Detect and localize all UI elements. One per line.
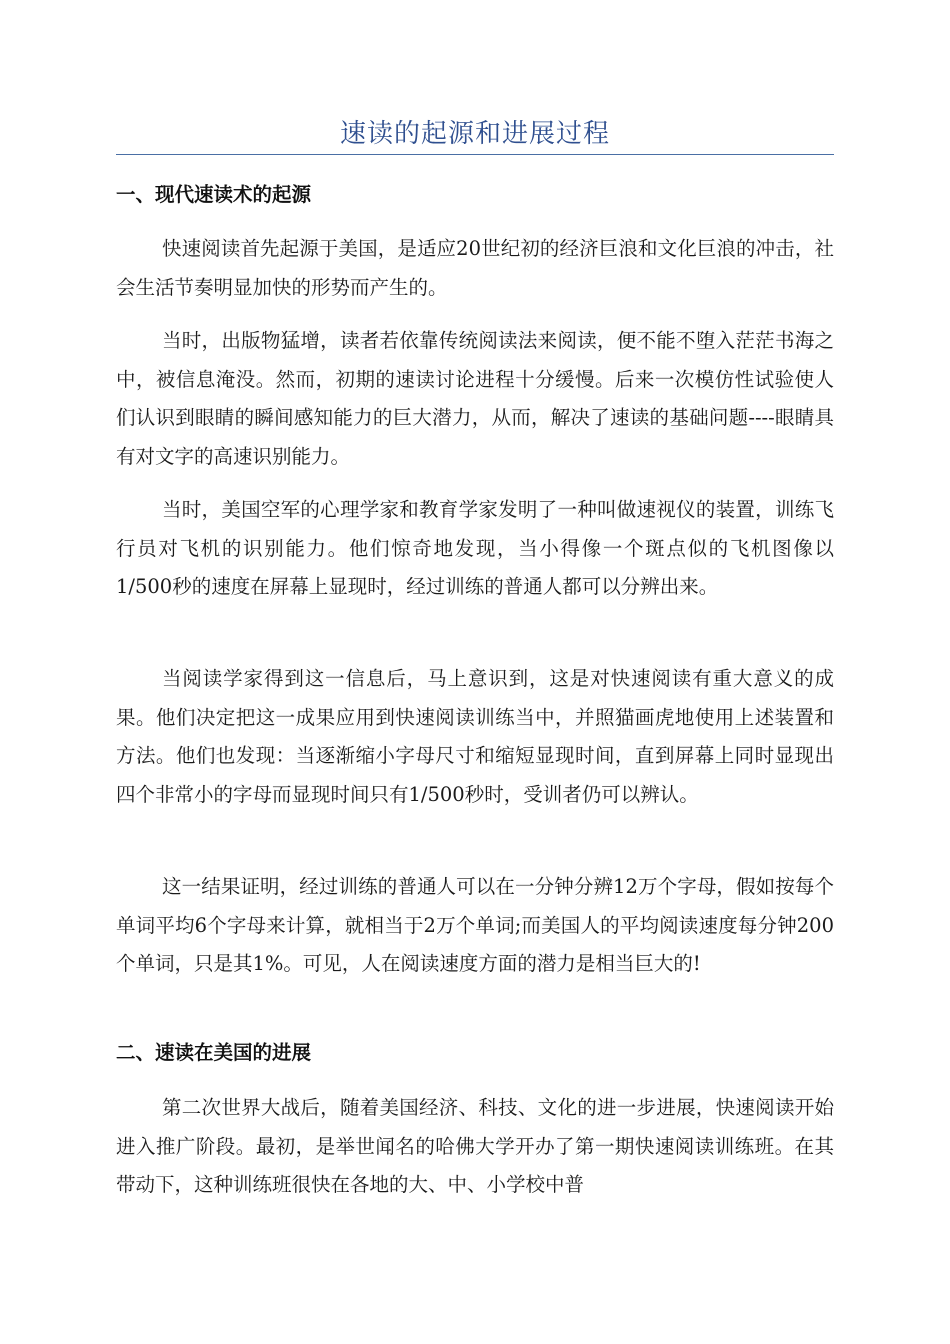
- section-heading-us-progress: 二、速读在美国的进展: [116, 1041, 312, 1064]
- title-underline: [116, 154, 834, 155]
- paragraph: 当阅读学家得到这一信息后，马上意识到，这是对快速阅读有重大意义的成果。他们决定把这一成果应用到快速阅读训练当中，并照猫画虎地使用上述装置和方法。他们也发现：当逐渐缩小字母尺寸和缩短显现时间，直到屏幕上同时显现出四个非常小的字母而显现时间只有1/500秒时，受训者仍可以辨认。: [116, 667, 834, 806]
- paragraph: 第二次世界大战后，随着美国经济、科技、文化的进一步进展，快速阅读开始进入推广阶段。最初，是举世闻名的哈佛大学开办了第一期快速阅读训练班。在其带动下，这种训练班很快在各地的大、中、小学校中普: [116, 1096, 834, 1196]
- paragraph: 当时，美国空军的心理学家和教育学家发明了一种叫做速视仪的装置，训练飞行员对飞机的识别能力。他们惊奇地发现，当小得像一个斑点似的飞机图像以1/500秒的速度在屏幕上显现时，经过训练的普通人都可以分辨出来。: [116, 498, 834, 598]
- document-title: 速读的起源和进展过程: [339, 119, 610, 149]
- section-heading-origin: 一、现代速读术的起源: [116, 183, 312, 206]
- paragraph: 当时，出版物猛增，读者若依靠传统阅读法来阅读，便不能不堕入茫茫书海之中，被信息淹没。然而，初期的速读讨论进程十分缓慢。后来一次模仿性试验使人们认识到眼睛的瞬间感知能力的巨大潜力，从而，解决了速读的基础问题----眼睛具有对文字的高速识别能力。: [116, 329, 834, 468]
- paragraph: 这一结果证明，经过训练的普通人可以在一分钟分辨12万个字母，假如按每个单词平均6个字母来计算，就相当于2万个单词;而美国人的平均阅读速度每分钟200个单词，只是其1%。可见，人在阅读速度方面的潜力是相当巨大的!: [116, 875, 834, 975]
- paragraph: 快速阅读首先起源于美国，是适应20世纪初的经济巨浪和文化巨浪的冲击，社会生活节奏明显加快的形势而产生的。: [116, 237, 834, 299]
